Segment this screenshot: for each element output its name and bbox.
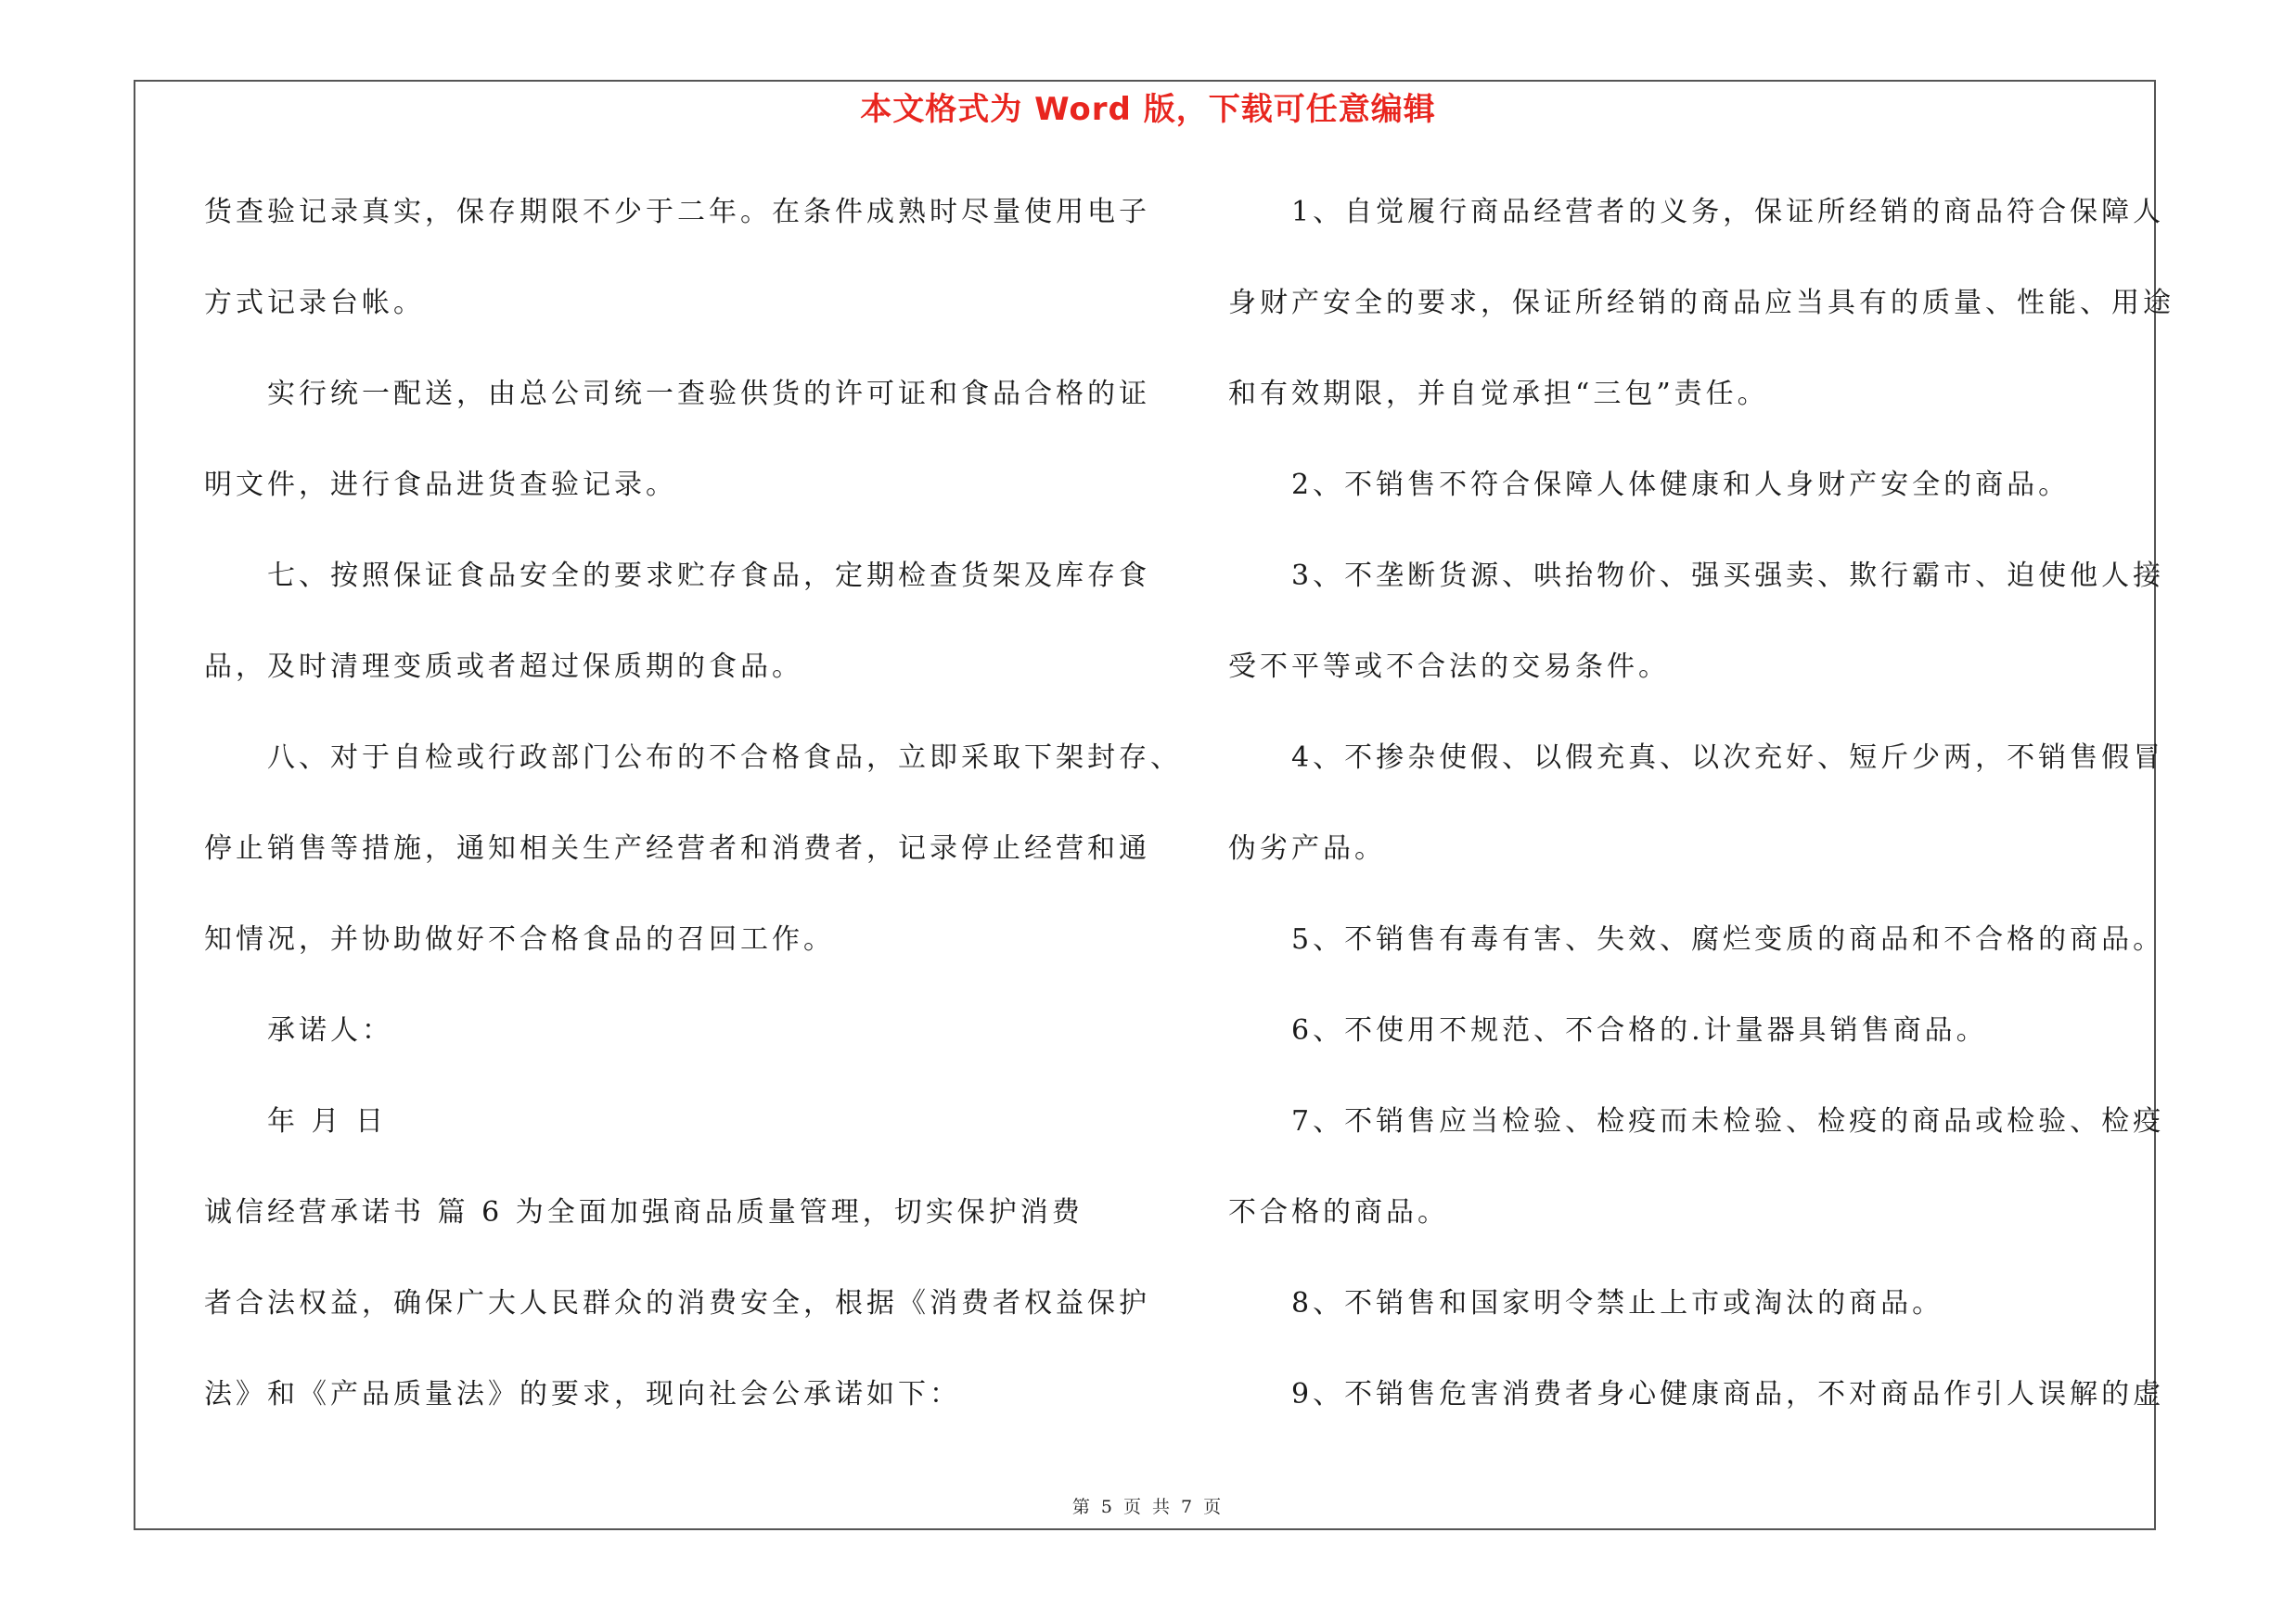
right-line-1: 1、自觉履行商品经营者的义务，保证所经销的商品符合保障人 bbox=[1291, 196, 2165, 228]
left-line-3: 实行统一配送，由总公司统一查验供货的许可证和食品合格的证 bbox=[267, 378, 1150, 410]
right-line-4: 2、不销售不符合保障人体健康和人身财产安全的商品。 bbox=[1291, 469, 2071, 501]
left-line-4: 明文件，进行食品进货查验记录。 bbox=[204, 469, 677, 501]
right-line-14: 9、不销售危害消费者身心健康商品，不对商品作引人误解的虚 bbox=[1291, 1378, 2165, 1410]
section-heading-line: 诚信经营承诺书 篇 6 为全面加强商品质量管理，切实保护消费 bbox=[204, 1196, 1084, 1229]
right-line-2: 身财产安全的要求，保证所经销的商品应当具有的质量、性能、用途 bbox=[1228, 287, 2174, 319]
right-line-13: 8、不销售和国家明令禁止上市或淘汰的商品。 bbox=[1291, 1287, 1944, 1320]
right-line-6: 受不平等或不合法的交易条件。 bbox=[1228, 650, 1670, 683]
left-line-2: 方式记录台帐。 bbox=[204, 287, 425, 319]
date-line: 年 月 日 bbox=[267, 1105, 388, 1138]
right-line-5: 3、不垄断货源、哄抬物价、强买强卖、欺行霸市、迫使他人接 bbox=[1291, 560, 2165, 592]
left-line-8: 停止销售等措施，通知相关生产经营者和消费者，记录停止经营和通 bbox=[204, 832, 1150, 865]
left-line-9: 知情况，并协助做好不合格食品的召回工作。 bbox=[204, 923, 835, 956]
left-line-7: 八、对于自检或行政部门公布的不合格食品，立即采取下架封存、 bbox=[267, 741, 1182, 774]
signer-label: 承诺人： bbox=[267, 1014, 393, 1047]
right-column bbox=[1228, 180, 2174, 1453]
left-line-14: 法》和《产品质量法》的要求，现向社会公承诺如下： bbox=[204, 1378, 961, 1410]
right-line-8: 伪劣产品。 bbox=[1228, 832, 1386, 865]
right-line-10: 6、不使用不规范、不合格的.计量器具销售商品。 bbox=[1291, 1014, 1988, 1047]
right-line-7: 4、不掺杂使假、以假充真、以次充好、短斤少两，不销售假冒 bbox=[1291, 741, 2165, 774]
left-line-13: 者合法权益，确保广大人民群众的消费安全，根据《消费者权益保护 bbox=[204, 1287, 1150, 1320]
right-line-3: 和有效期限，并自觉承担“三包”责任。 bbox=[1228, 378, 1769, 410]
page-number-footer: 第 5 页 共 7 页 bbox=[1071, 1497, 1225, 1517]
left-column bbox=[204, 180, 1182, 1453]
right-line-11: 7、不销售应当检验、检疫而未检验、检疫的商品或检验、检疫 bbox=[1291, 1105, 2165, 1138]
left-line-6: 品，及时清理变质或者超过保质期的食品。 bbox=[204, 650, 803, 683]
right-line-12: 不合格的商品。 bbox=[1228, 1196, 1449, 1229]
left-line-5: 七、按照保证食品安全的要求贮存食品，定期检查货架及库存食 bbox=[267, 560, 1150, 592]
editable-banner: 本文格式为 Word 版，下载可任意编辑 bbox=[860, 91, 1436, 128]
left-line-1: 货查验记录真实，保存期限不少于二年。在条件成熟时尽量使用电子 bbox=[204, 196, 1150, 228]
right-line-9: 5、不销售有毒有害、失效、腐烂变质的商品和不合格的商品。 bbox=[1291, 923, 2165, 956]
